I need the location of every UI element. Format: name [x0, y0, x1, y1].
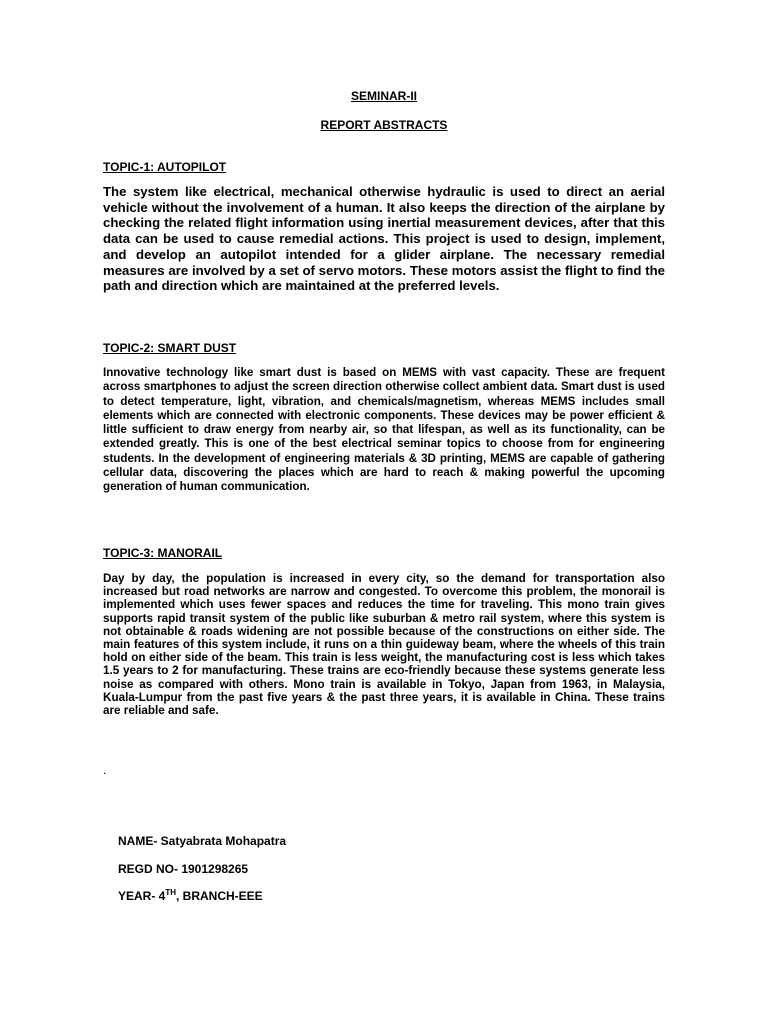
student-year-branch — [118, 889, 263, 903]
branch-text: , BRANCH-EEE — [176, 889, 263, 903]
document-title: SEMINAR-II — [351, 89, 417, 103]
topic-3-heading: TOPIC-3: MANORAIL — [103, 546, 223, 560]
topic-2-body: Innovative technology like smart dust is based on MEMS with vast capacity. These are frequent across smartphones to adjust the screen direction otherwise collect ambient data. Smart dust is used to detect temperature, light, vibration, and chemicals/magnetism, whereas MEMS includes small elements which are connected with electronic components. These devices may be power efficient & little sufficient to draw energy from nearby air, so that lifespan, as well as its functionality, can be extended greatly. This is one of the best electrical seminar topics to choose from for engineering students. In the development of engineering materials & 3D printing, MEMS are capable of gathering cellular data, discovering the places which are hard to reach & making powerful the upcoming generation of human communication. — [103, 366, 665, 494]
student-name: NAME- Satyabrata Mohapatra — [118, 834, 287, 848]
topic-1-body: The system like electrical, mechanical otherwise hydraulic is used to direct an aerial vehicle without the involvement of a human. It also keeps the direction of the airplane by checking the related flight information using inertial measurement devices, after that this data can be used to cause remedial actions. This project is used to design, implement, and develop an autopilot intended for a glider airplane. The necessary remedial measures are involved by a set of servo motors. These motors assist the flight to find the path and direction which are maintained at the preferred levels. — [103, 184, 665, 294]
document-subtitle: REPORT ABSTRACTS — [320, 118, 448, 132]
topic-1-heading: TOPIC-1: AUTOPILOT — [103, 160, 227, 174]
year-superscript: TH — [165, 888, 177, 897]
topic-3-body: Day by day, the population is increased in every city, so the demand for transportation also increased but road networks are narrow and congested. To overcome this problem, the monorail is implemented which uses fewer spaces and reduces the time for traveling. This mono train gives supports rapid transit system of the public like suburban & metro rail system, where this system is not obtainable & roads widening are not possible because of the constructions on either side. The main features of this system include, it runs on a thin guideway beam, where the wheels of this train hold on either side of the beam. This train is less weight, the manufacturing cost is less which takes 1.5 years to 2 for manufacturing. These trains are eco-friendly because these systems generate less noise as compared with others. Mono train is available in Tokyo, Japan from 1963, in Malaysia, Kuala-Lumpur from the past five years & the past three years, it is available in China. These trains are reliable and safe. — [103, 572, 665, 718]
student-regd-no: REGD NO- 1901298265 — [118, 862, 249, 876]
topic-2-heading: TOPIC-2: SMART DUST — [103, 341, 237, 355]
year-prefix: YEAR- 4 — [118, 889, 166, 903]
separator-dot: . — [103, 763, 107, 777]
